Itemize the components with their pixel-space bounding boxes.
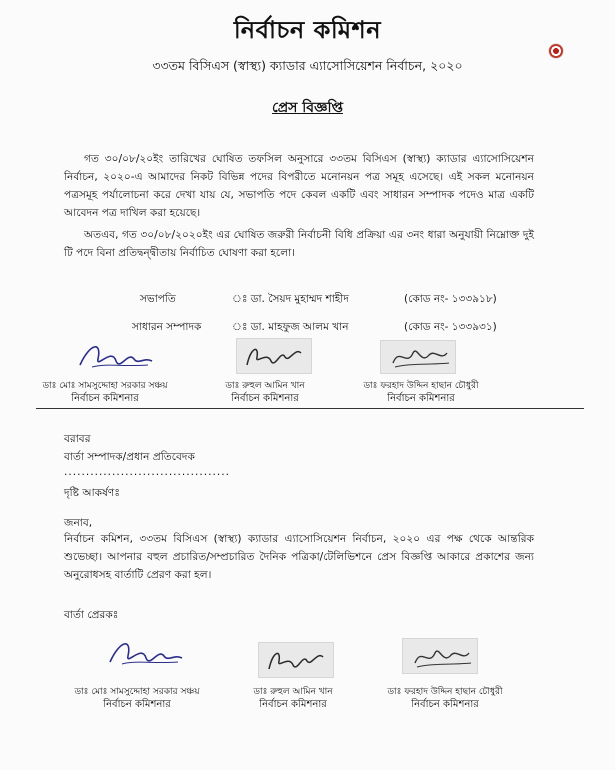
elected-code: (কোড নং- ১৩৩৯১৮) bbox=[404, 293, 497, 305]
letter-recipient: বার্তা সম্পাদক/প্রধান প্রতিবেদক bbox=[64, 451, 195, 463]
document-title: নির্বাচন কমিশন bbox=[233, 16, 382, 44]
elected-code: (কোড নং- ১৩৩৯৩১) bbox=[404, 321, 497, 333]
elected-name: ঃ ডা. মাহফুজ আলম খান bbox=[232, 321, 349, 333]
signatory-title: নির্বাচন কমিশনার bbox=[231, 393, 299, 404]
signatory-name: ডাঃ মোঃ সামসুদ্দোহা সরকার সঞ্চয় bbox=[42, 381, 168, 391]
signatory-name: ডাঃ ফরহাদ উদ্দিন হাছান চৌধুরী bbox=[363, 381, 479, 391]
letter-blank-line: ...................................... bbox=[64, 466, 230, 478]
section-divider bbox=[36, 408, 584, 409]
notice-heading: প্রেস বিজ্ঞপ্তি bbox=[272, 100, 343, 116]
sender-label: বার্তা প্রেরকঃ bbox=[64, 609, 119, 621]
elected-name: ঃ ডা. সৈয়দ মুহাম্মদ শাহীদ bbox=[232, 293, 349, 305]
signature-image bbox=[402, 638, 478, 674]
signature-image bbox=[72, 337, 156, 377]
signatory-title: নির্বাচন কমিশনার bbox=[411, 699, 479, 710]
signatory-name: ডাঃ রুহুল আমিন খান bbox=[225, 381, 305, 391]
seal-icon bbox=[549, 44, 563, 58]
signatory-title: নির্বাচন কমিশনার bbox=[103, 699, 171, 710]
letter-to-label: বরাবর bbox=[64, 433, 91, 445]
signatory-title: নির্বাচন কমিশনার bbox=[259, 699, 327, 710]
signatory-name: ডাঃ ফরহাদ উদ্দিন হাছান চৌধুরী bbox=[387, 687, 503, 697]
document-subtitle: ৩৩তম বিসিএস (স্বাস্থ্য) ক্যাডার এ্যাসোসিয়েশন নির্বাচন, ২০২০ bbox=[152, 58, 463, 73]
elected-role: সভাপতি bbox=[140, 293, 176, 305]
letter-attention: দৃষ্টি আকর্ষণঃ bbox=[64, 487, 120, 499]
signature-image bbox=[102, 632, 186, 674]
notice-paragraph-2: অতএব, গত ৩০/০৮/২০২০ইং এর ঘোষিত জরুরী নির্বাচনী বিধি প্রক্রিয়া এর ৩নং ধারা অনুযায়ী নিম্নোক্ত দুই টি পদে বিনা প্রতিদ্বন্দ্বীতায় নির্বাচিত ঘোষণা করা হলো। bbox=[64, 229, 534, 259]
signatory-name: ডাঃ মোঃ সামসুদ্দোহা সরকার সঞ্চয় bbox=[74, 687, 200, 697]
signature-image bbox=[258, 642, 334, 678]
signature-image bbox=[236, 338, 312, 374]
notice-paragraph-1: গত ৩০/০৮/২০ইং তারিখের ঘোষিত তফসিল অনুসারে ৩৩তম বিসিএস (স্বাস্থ্য) ক্যাডার এ্যাসোসিয়েশন নির্বাচন, ২০২০-এ আমাদের নিকট বিভিন্ন পদের বিপরীতে মনোনয়ন পত্র সমূহ এসেছে। এই সকল মনোনয়ন পত্রসমূহ পর্যালোচনা করে দেখা যায় যে, সভাপতি পদে কেবল একটি এবং সাধারন সম্পাদক পদেও মাত্র একটি আবেদন পত্র দাখিল করা হয়েছে। bbox=[64, 153, 534, 219]
elected-role: সাধারন সম্পাদক bbox=[132, 321, 202, 333]
signature-image bbox=[380, 340, 456, 374]
signatory-title: নির্বাচন কমিশনার bbox=[71, 393, 139, 404]
signatory-title: নির্বাচন কমিশনার bbox=[387, 393, 455, 404]
letter-body: নির্বাচন কমিশন, ৩৩তম বিসিএস (স্বাস্থ্য) ক্যাডার এ্যাসোসিয়েশন নির্বাচন, ২০২০ এর পক্ষ থেকে আন্তরিক শুভেচ্ছা। আপনার বহুল প্রচারিত/সম্প্রচারিত দৈনিক পত্রিকা/টেলিভিশনে প্রেস বিজ্ঞপ্তি আকারে প্রকাশের জন্য অনুরোধসহ বার্তাটি প্রেরণ করা হল। bbox=[64, 533, 534, 581]
signatory-name: ডাঃ রুহুল আমিন খান bbox=[253, 687, 333, 697]
letter-salutation: জনাব, bbox=[64, 517, 93, 529]
